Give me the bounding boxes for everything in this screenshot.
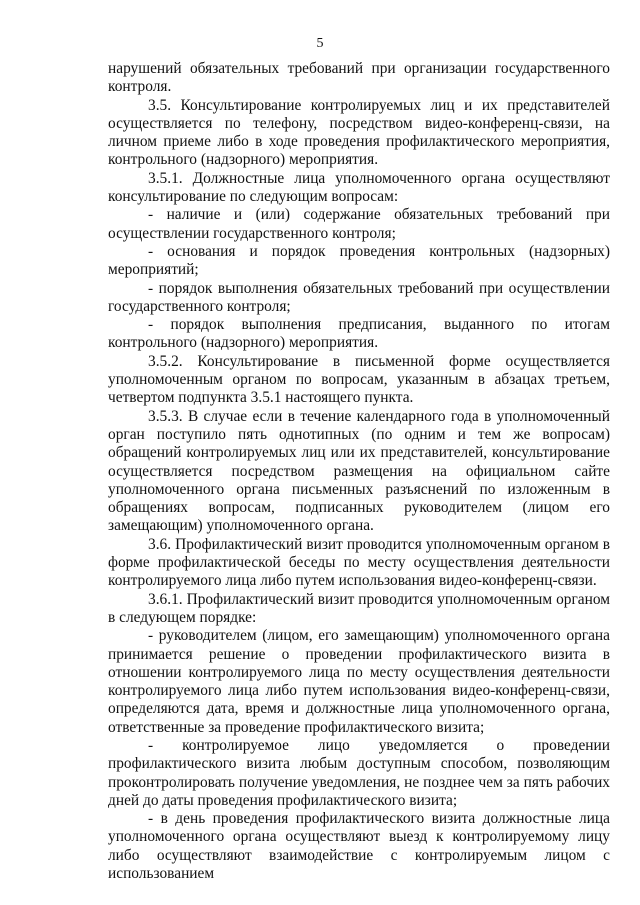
list-item: - основания и порядок проведения контрольных (надзорных) мероприятий; — [108, 242, 610, 279]
page-number: 5 — [316, 36, 324, 51]
paragraph-3-5-1: 3.5.1. Должностные лица уполномоченного органа осуществляют консультирование по следующим вопросам: — [108, 169, 610, 206]
paragraph-continuation: нарушений обязательных требований при организации государственного контроля. — [108, 60, 610, 96]
list-item: - в день проведения профилактического визита должностные лица уполномоченного органа осуществляют выезд к контролируемому лицу либо осуществляют взаимодействие с контролируемым лицом с использованием — [108, 810, 610, 883]
list-item: - руководителем (лицом, его замещающим) уполномоченного органа принимается решение о проведении профилактического визита в отношении контролируемого лица по месту осуществления деятельности контролируемого лица либо путем использования видео-конференц-связи, определяются дата, время и должностные лица уполномоченного органа, ответственные за проведение профилактического визита; — [108, 627, 610, 736]
list-item: - наличие и (или) содержание обязательных требований при осуществлении государственного контроля; — [108, 206, 610, 242]
list-item: - порядок выполнения обязательных требований при осуществлении государственного контроля; — [108, 279, 610, 315]
document-body — [108, 60, 610, 883]
paragraph-3-5: 3.5. Консультирование контролируемых лиц и их представителей осуществляется по телефону, посредством видео-конференц-связи, на личном приеме либо в ходе проведения профилактического мероприятия, контрольного (надзорного) мероприятия. — [108, 96, 610, 169]
list-item: - порядок выполнения предписания, выданного по итогам контрольного (надзорного) мероприятия. — [108, 316, 610, 352]
paragraph-3-6: 3.6. Профилактический визит проводится уполномоченным органом в форме профилактической беседы по месту осуществления деятельности контролируемого лица либо путем использования видео-конференц-связи. — [108, 535, 610, 590]
paragraph-3-5-2: 3.5.2. Консультирование в письменной форме осуществляется уполномоченным органом по вопросам, указанным в абзацах третьем, четвертом подпункта 3.5.1 настоящего пункта. — [108, 352, 610, 407]
paragraph-3-5-3: 3.5.3. В случае если в течение календарного года в уполномоченный орган поступило пять однотипных (по одним и тем же вопросам) обращений контролируемых лиц или их представителей, консультирование осуществляется посредством размещения на официальном сайте уполномоченного органа письменных разъяснений по изложенным в обращениях вопросам, подписанных руководителем (лицом его замещающим) уполномоченного органа. — [108, 407, 610, 535]
list-item: - контролируемое лицо уведомляется о проведении профилактического визита любым доступным способом, позволяющим проконтролировать получение уведомления, не позднее чем за пять рабочих дней до даты проведения профилактического визита; — [108, 736, 610, 809]
paragraph-3-6-1: 3.6.1. Профилактический визит проводится уполномоченным органом в следующем порядке: — [108, 590, 610, 626]
